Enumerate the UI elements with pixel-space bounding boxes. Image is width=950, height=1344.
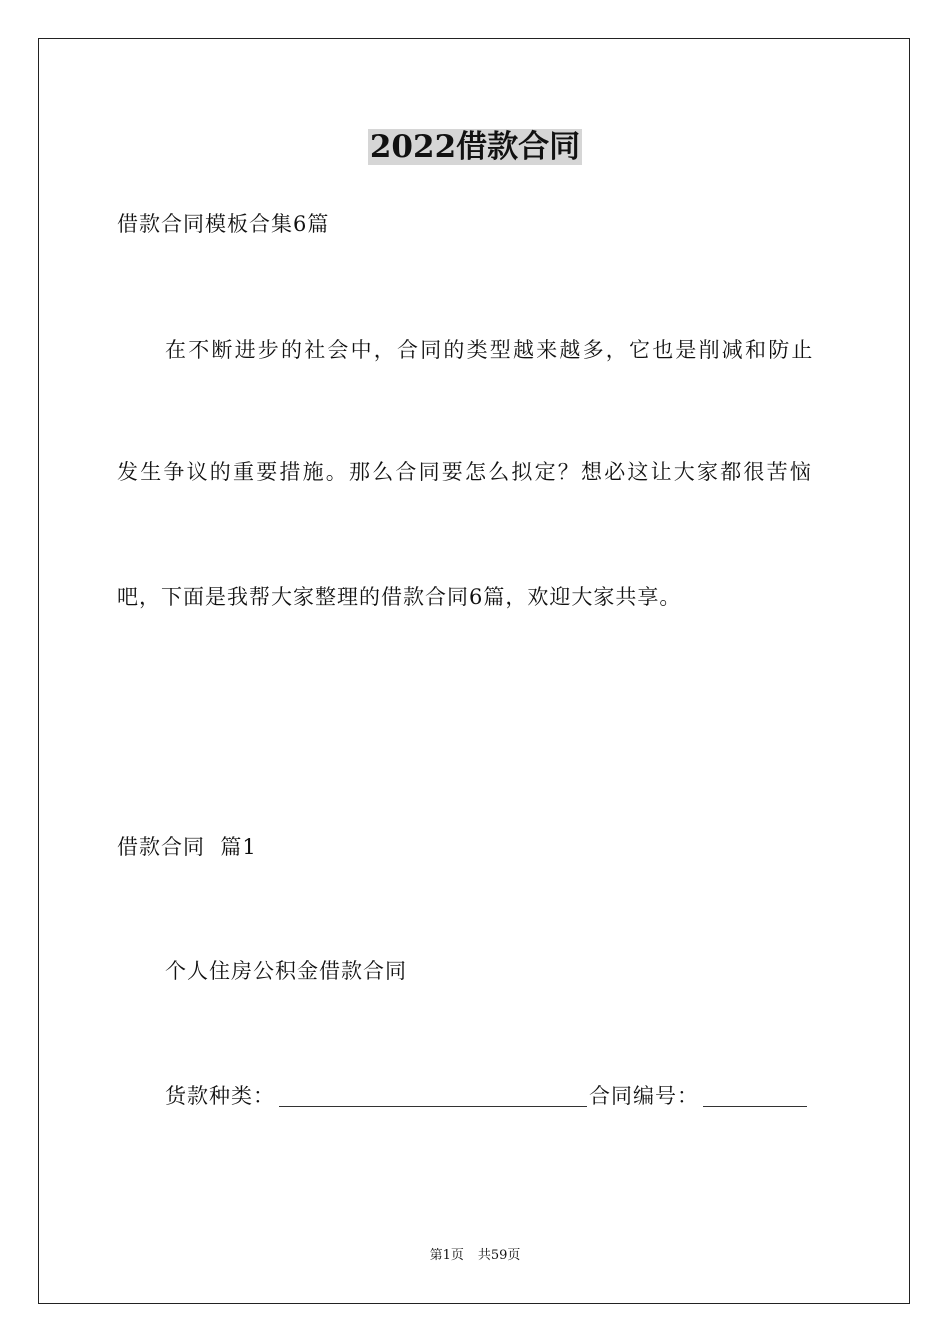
intro-paragraph-line-3: 吧，下面是我帮大家整理的借款合同6篇，欢迎大家共享。 <box>117 585 682 609</box>
document-title <box>0 126 950 168</box>
loan-type-blank <box>279 1084 587 1107</box>
intro-paragraph-line-1: 在不断进步的社会中，合同的类型越来越多，它也是削减和防止 <box>165 338 815 362</box>
document-title-text: 2022借款合同 <box>369 129 581 165</box>
page-footer <box>0 1247 950 1265</box>
page-number: 第1页 <box>429 1248 464 1263</box>
section-heading: 借款合同 篇1 <box>117 835 257 859</box>
contract-number-blank <box>703 1084 807 1107</box>
loan-type-label: 货款种类： <box>165 1084 275 1108</box>
contract-name: 个人住房公积金借款合同 <box>165 959 407 983</box>
document-subtitle: 借款合同模板合集6篇 <box>117 212 330 236</box>
contract-fields-row <box>165 1081 807 1111</box>
intro-paragraph-line-2: 发生争议的重要措施。那么合同要怎么拟定？想必这让大家都很苦恼 <box>117 460 813 484</box>
page-total: 共59页 <box>477 1248 521 1263</box>
contract-number-label: 合同编号： <box>589 1084 699 1108</box>
